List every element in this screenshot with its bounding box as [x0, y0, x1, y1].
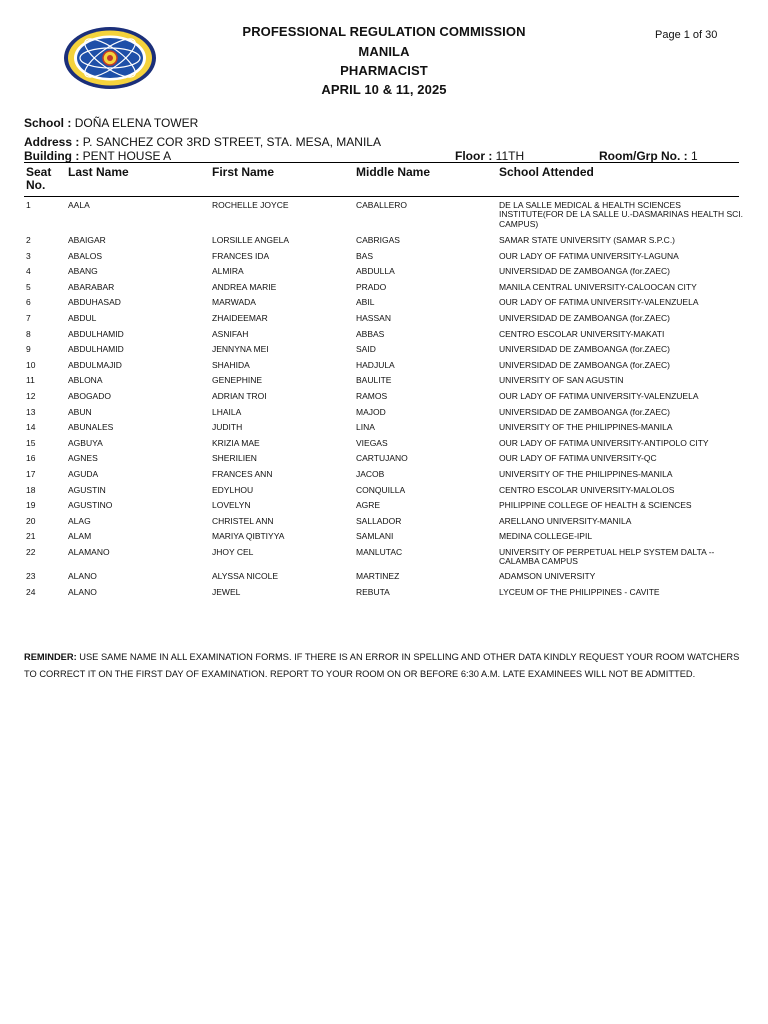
first-name-cell: JENNYNA MEI	[212, 344, 269, 355]
middle-name-cell: JACOB	[356, 469, 385, 479]
middle-name-cell: BAULITE	[356, 375, 392, 386]
school-attended-cell: UNIVERSITY OF PERPETUAL HELP SYSTEM DALTA -- CALAMBA CAMPUS	[499, 547, 715, 567]
seat-number-cell: 3	[26, 250, 31, 261]
seat-number-cell: 7	[26, 313, 31, 323]
exam-title: PHARMACIST	[340, 63, 428, 78]
last-name-cell: ABUN	[68, 406, 92, 417]
school-attended-cell: ADAMSON UNIVERSITY	[499, 571, 596, 581]
last-name-cell: ABLONA	[68, 375, 103, 386]
room-value: 1	[691, 149, 698, 163]
middle-name-cell: RAMOS	[356, 391, 388, 401]
first-name-cell: MARIYA QIBTIYYA	[212, 531, 285, 542]
first-name-cell: ALYSSA NICOLE	[212, 571, 278, 581]
seat-number-cell: 10	[26, 359, 36, 370]
last-name-cell: ALAG	[68, 515, 91, 526]
school-attended-cell: UNIVERSITY OF THE PHILIPPINES-MANILA	[499, 469, 673, 479]
last-name-cell: ABDUL	[68, 313, 97, 323]
reminder-text: USE SAME NAME IN ALL EXAMINATION FORMS. IF THERE IS AN ERROR IN SPELLING AND OTHER DATA KINDLY REQUEST YOUR ROOM WATCHERS TO CORRECT IT ON THE FIRST DAY OF EXAMINATION. REPORT TO YOUR ROOM ON OR BEFORE 6:30 A.M. LATE EXAMINEES WILL NOT BE ADMITTED.	[24, 652, 740, 679]
first-name-cell: ALMIRA	[212, 266, 244, 277]
last-name-cell: ABDULMAJID	[68, 359, 122, 370]
building-line	[24, 149, 171, 163]
school-attended-cell: DE LA SALLE MEDICAL & HEALTH SCIENCES INSTITUTE(FOR DE LA SALLE U.-DASMARINAS HEALTH SCI. CAMPUS)	[499, 200, 744, 229]
school-attended-cell: SAMAR STATE UNIVERSITY (SAMAR S.P.C.)	[499, 235, 676, 245]
first-name-cell: SHAHIDA	[212, 359, 250, 370]
first-name-cell: JHOY CEL	[212, 547, 254, 557]
school-attended-cell: CENTRO ESCOLAR UNIVERSITY-MAKATI	[499, 328, 665, 339]
seat-number-cell: 9	[26, 344, 31, 355]
middle-name-cell: CARTUJANO	[356, 453, 408, 464]
school-attended-cell: UNIVERSITY OF THE PHILIPPINES-MANILA	[499, 422, 673, 433]
seat-number-cell: 17	[26, 469, 36, 479]
school-attended-cell: OUR LADY OF FATIMA UNIVERSITY-VALENZUELA	[499, 391, 699, 401]
seat-number-cell: 20	[26, 515, 36, 526]
col-seat-label-2: No.	[26, 178, 46, 192]
first-name-cell: JEWEL	[212, 586, 241, 597]
last-name-cell: ABDUHASAD	[68, 297, 121, 308]
floor-label: Floor :	[455, 149, 493, 163]
seat-number-cell: 4	[26, 266, 31, 277]
middle-name-cell: HASSAN	[356, 313, 391, 323]
last-name-cell: ABALOS	[68, 250, 103, 261]
col-seat-label: Seat	[26, 165, 52, 179]
last-name-cell: AGUDA	[68, 469, 99, 479]
last-name-cell: ABUNALES	[68, 422, 114, 433]
first-name-cell: SHERILIEN	[212, 453, 257, 464]
seat-number-cell: 8	[26, 328, 31, 339]
first-name-cell: LOVELYN	[212, 500, 251, 511]
first-name-cell: MARWADA	[212, 297, 256, 308]
last-name-cell: ABANG	[68, 266, 98, 277]
last-name-cell: ABDULHAMID	[68, 328, 124, 339]
first-name-cell: JUDITH	[212, 422, 243, 433]
address-value: P. SANCHEZ COR 3RD STREET, STA. MESA, MANILA	[82, 135, 381, 149]
reminder-note	[24, 649, 742, 683]
middle-name-cell: ABDULLA	[356, 266, 395, 277]
first-name-cell: EDYLHOU	[212, 484, 254, 495]
seat-number-cell: 23	[26, 571, 36, 581]
school-attended-cell: CENTRO ESCOLAR UNIVERSITY-MALOLOS	[499, 484, 675, 495]
school-attended-cell: OUR LADY OF FATIMA UNIVERSITY-ANTIPOLO CITY	[499, 437, 709, 448]
last-name-cell: AGNES	[68, 453, 98, 464]
city-title: MANILA	[358, 44, 410, 59]
seat-number-cell: 19	[26, 500, 36, 511]
reminder-label: REMINDER:	[24, 652, 77, 662]
col-middle-name-header: Middle Name	[356, 165, 431, 179]
seat-number-cell: 24	[26, 586, 36, 597]
middle-name-cell: VIEGAS	[356, 437, 388, 448]
seat-number-cell: 14	[26, 422, 36, 433]
room-line	[599, 149, 698, 163]
table-header-rule	[24, 196, 739, 197]
middle-name-cell: MARTINEZ	[356, 571, 400, 581]
middle-name-cell: ABIL	[356, 297, 375, 308]
seat-number-cell: 11	[26, 375, 35, 386]
first-name-cell: CHRISTEL ANN	[212, 515, 274, 526]
seat-number-cell: 22	[26, 547, 36, 557]
school-line	[24, 116, 198, 130]
school-attended-cell: UNIVERSIDAD DE ZAMBOANGA (for.ZAEC)	[499, 266, 670, 277]
middle-name-cell: HADJULA	[356, 359, 395, 370]
seat-number-cell: 16	[26, 453, 36, 464]
first-name-cell: KRIZIA MAE	[212, 437, 260, 448]
seat-number-cell: 1	[26, 200, 31, 210]
last-name-cell: AGBUYA	[68, 437, 103, 448]
middle-name-cell: ABBAS	[356, 328, 385, 339]
school-attended-cell: OUR LADY OF FATIMA UNIVERSITY-VALENZUELA	[499, 297, 699, 308]
last-name-cell: ABOGADO	[68, 391, 111, 401]
agency-title: PROFESSIONAL REGULATION COMMISSION	[242, 24, 526, 39]
middle-name-cell: LINA	[356, 422, 375, 433]
middle-name-cell: AGRE	[356, 500, 381, 511]
first-name-cell: LHAILA	[212, 406, 242, 417]
school-attended-cell: MEDINA COLLEGE-IPIL	[499, 531, 593, 542]
first-name-cell: GENEPHINE	[212, 375, 263, 386]
school-attended-cell: OUR LADY OF FATIMA UNIVERSITY-LAGUNA	[499, 250, 679, 261]
building-label: Building :	[24, 149, 80, 163]
school-attended-cell: UNIVERSIDAD DE ZAMBOANGA (for.ZAEC)	[499, 359, 670, 370]
last-name-cell: ALANO	[68, 571, 97, 581]
address-label: Address :	[24, 135, 80, 149]
school-attended-cell: UNIVERSIDAD DE ZAMBOANGA (for.ZAEC)	[499, 406, 670, 417]
building-value: PENT HOUSE A	[82, 149, 172, 163]
floor-value: 11TH	[495, 149, 525, 163]
middle-name-cell: CABALLERO	[356, 200, 408, 210]
first-name-cell: FRANCES IDA	[212, 250, 270, 261]
first-name-cell: FRANCES ANN	[212, 469, 273, 479]
seat-number-cell: 6	[26, 297, 31, 308]
middle-name-cell: MAJOD	[356, 406, 386, 417]
school-attended-cell: PHILIPPINE COLLEGE OF HEALTH & SCIENCES	[499, 500, 692, 511]
middle-name-cell: CONQUILLA	[356, 484, 406, 495]
floor-line	[455, 149, 524, 163]
school-attended-cell: ARELLANO UNIVERSITY-MANILA	[499, 515, 632, 526]
last-name-cell: AGUSTINO	[68, 500, 113, 511]
middle-name-cell: CABRIGAS	[356, 235, 400, 245]
first-name-cell: ASNIFAH	[212, 328, 249, 339]
first-name-cell: ANDREA MARIE	[212, 281, 277, 292]
first-name-cell: ZHAIDEEMAR	[212, 313, 268, 323]
last-name-cell: ABARABAR	[68, 281, 115, 292]
school-attended-cell: UNIVERSIDAD DE ZAMBOANGA (for.ZAEC)	[499, 344, 670, 355]
last-name-cell: AGUSTIN	[68, 484, 106, 495]
col-last-name-header: Last Name	[68, 165, 129, 179]
last-name-cell: ABDULHAMID	[68, 344, 124, 355]
school-attended-cell: MANILA CENTRAL UNIVERSITY-CALOOCAN CITY	[499, 281, 697, 292]
seat-number-cell: 18	[26, 484, 36, 495]
seat-number-cell: 15	[26, 437, 36, 448]
middle-name-cell: REBUTA	[356, 586, 390, 597]
exam-dates: APRIL 10 & 11, 2025	[321, 82, 447, 97]
address-line	[24, 135, 381, 149]
last-name-cell: ALAM	[68, 531, 92, 542]
school-label: School :	[24, 116, 72, 130]
school-attended-cell: OUR LADY OF FATIMA UNIVERSITY-QC	[499, 453, 657, 464]
first-name-cell: ADRIAN TROI	[212, 391, 267, 401]
seat-number-cell: 21	[26, 531, 36, 542]
last-name-cell: AALA	[68, 200, 90, 210]
school-value: DOÑA ELENA TOWER	[74, 116, 199, 130]
middle-name-cell: PRADO	[356, 281, 387, 292]
middle-name-cell: MANLUTAC	[356, 547, 403, 557]
col-seat-header	[26, 166, 51, 192]
seat-number-cell: 12	[26, 391, 36, 401]
middle-name-cell: SALLADOR	[356, 515, 402, 526]
last-name-cell: ABAIGAR	[68, 235, 106, 245]
school-attended-cell: LYCEUM OF THE PHILIPPINES - CAVITE	[499, 586, 660, 597]
school-attended-cell: UNIVERSIDAD DE ZAMBOANGA (for.ZAEC)	[499, 313, 670, 323]
col-school-attended-header: School Attended	[499, 165, 594, 179]
prc-seal-logo	[62, 25, 158, 91]
middle-name-cell: BAS	[356, 250, 374, 261]
last-name-cell: ALANO	[68, 586, 97, 597]
school-attended-cell: UNIVERSITY OF SAN AGUSTIN	[499, 375, 624, 386]
seat-number-cell: 13	[26, 406, 36, 417]
first-name-cell: LORSILLE ANGELA	[212, 235, 290, 245]
room-label: Room/Grp No. :	[599, 149, 688, 163]
seat-number-cell: 2	[26, 235, 31, 245]
middle-name-cell: SAMLANI	[356, 531, 394, 542]
col-first-name-header: First Name	[212, 165, 275, 179]
middle-name-cell: SAID	[356, 344, 376, 355]
seat-number-cell: 5	[26, 281, 31, 292]
page-number: Page 1 of 30	[655, 29, 718, 41]
last-name-cell: ALAMANO	[68, 547, 110, 557]
table-top-rule	[24, 162, 739, 163]
first-name-cell: ROCHELLE JOYCE	[212, 200, 289, 210]
